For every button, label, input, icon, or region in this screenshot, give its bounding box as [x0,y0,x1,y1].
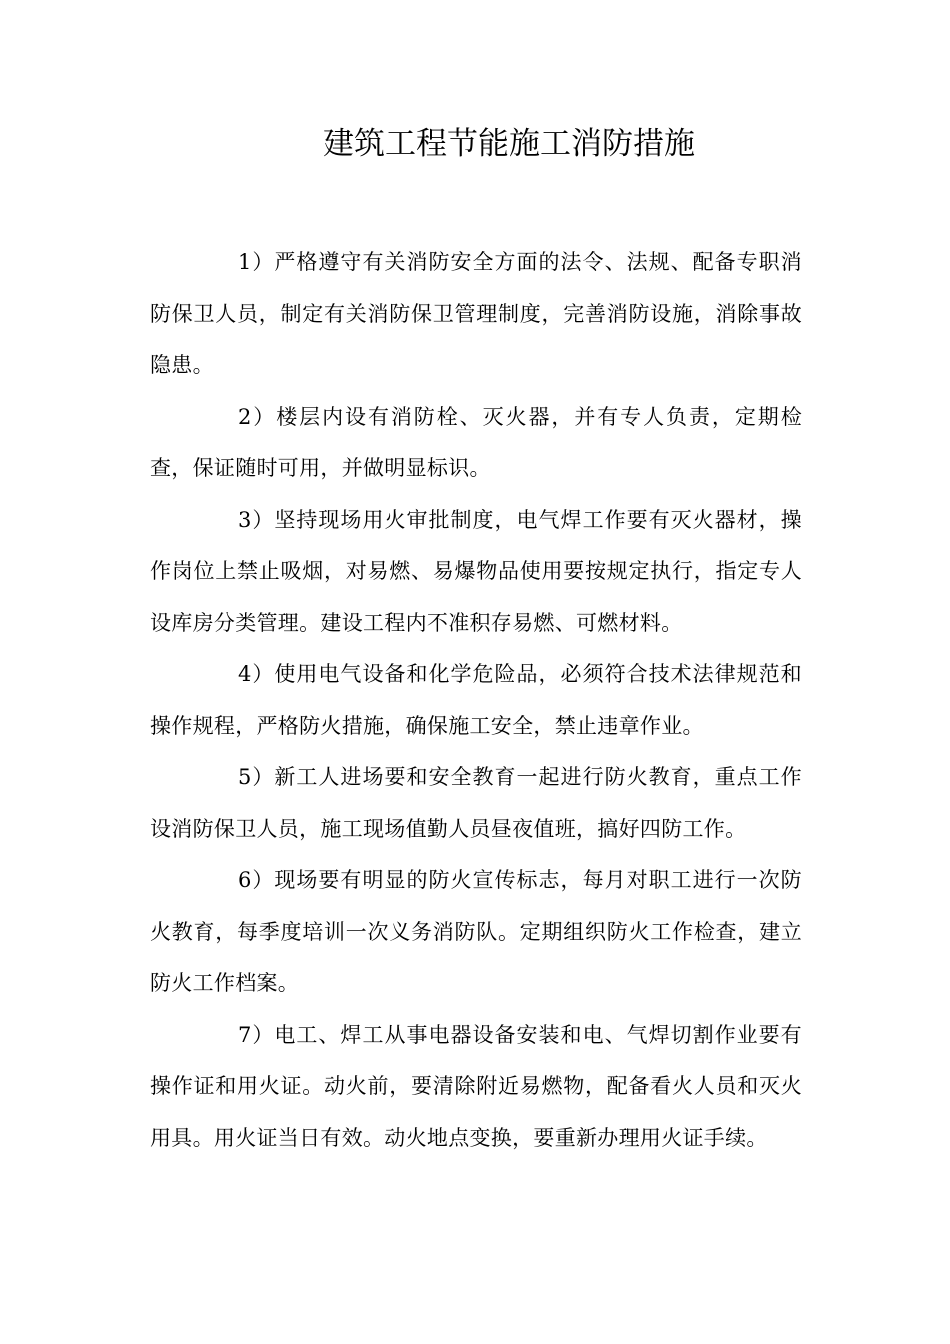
paragraph-7: 7）电工、焊工从事电器设备安装和电、气焊切割作业要有操作证和用火证。动火前，要清除附近易燃物，配备看火人员和灭火用具。用火证当日有效。动火地点变换，要重新办理用火证手续。 [150,1022,802,1150]
paragraph-2: 2）楼层内设有消防栓、灭火器，并有专人负责，定期检查，保证随时可用，并做明显标识。 [150,404,802,480]
paragraph-4: 4）使用电气设备和化学危险品，必须符合技术法律规范和操作规程，严格防火措施，确保施工安全，禁止违章作业。 [150,662,802,738]
paragraph-5: 5）新工人进场要和安全教育一起进行防火教育，重点工作设消防保卫人员，施工现场值勤人员昼夜值班，搞好四防工作。 [150,765,802,841]
page-title: 建筑工程节能施工消防措施 [323,126,695,162]
paragraph-3: 3）坚持现场用火审批制度，电气焊工作要有灭火器材，操作岗位上禁止吸烟，对易燃、易爆物品使用要按规定执行，指定专人设库房分类管理。建设工程内不准积存易燃、可燃材料。 [150,507,802,635]
document-body [150,237,802,1164]
paragraph-6: 6）现场要有明显的防火宣传标志，每月对职工进行一次防火教育，每季度培训一次义务消防队。定期组织防火工作检查，建立防火工作档案。 [150,868,802,995]
paragraph-1: 1）严格遵守有关消防安全方面的法令、法规、配备专职消防保卫人员，制定有关消防保卫管理制度，完善消防设施，消除事故隐患。 [150,250,802,377]
